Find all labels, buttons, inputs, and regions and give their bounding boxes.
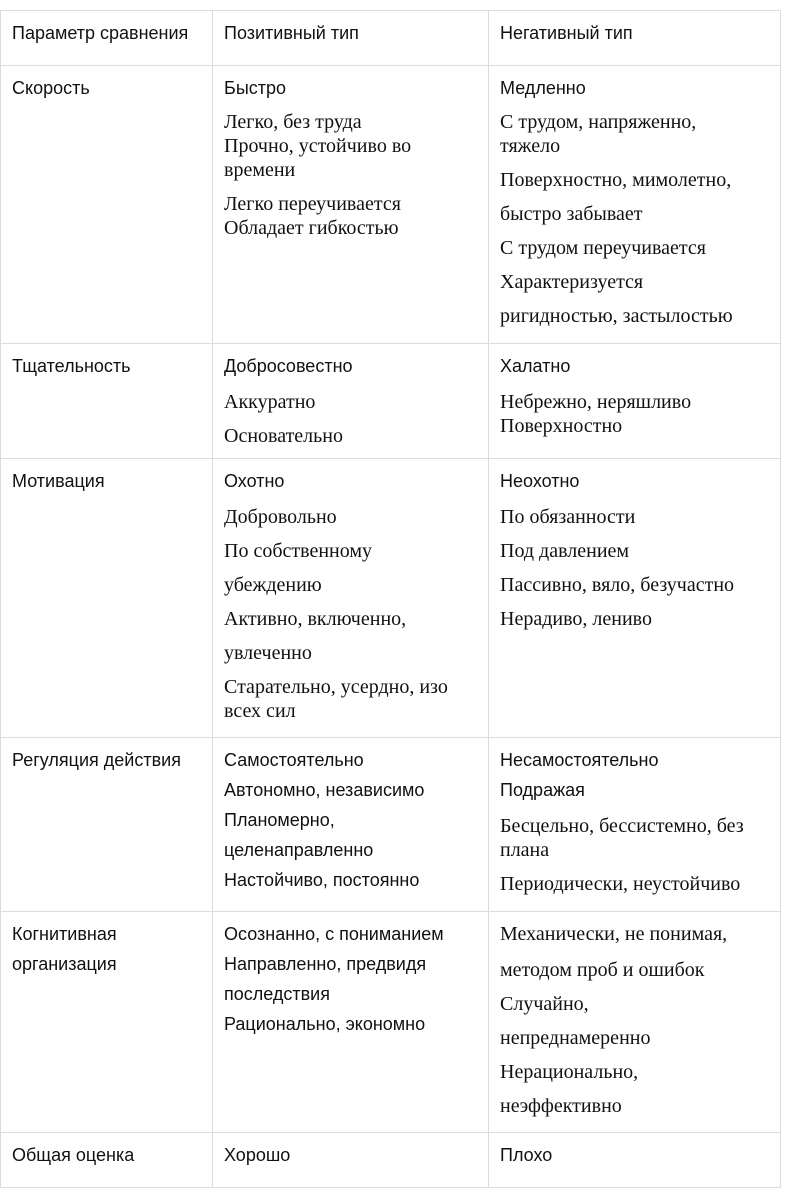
cell-line: Поверхностно [500,415,623,437]
cell-line: Быстро [224,78,287,98]
cell-line: Периодически, неустойчиво [500,873,741,895]
param-label: Когнитивная [12,924,117,944]
comparison-table [0,10,781,1188]
header-cell-positive [213,11,489,66]
cell-line: Планомерно, [224,810,335,830]
param-cell [1,1133,213,1188]
cell-line: Халатно [500,356,571,376]
cell-line: Небрежно, неряшливо [500,391,692,413]
cell-line: последствия [224,984,330,1004]
cell-line: Прочно, устойчиво во [224,135,412,157]
cell-line: Направленно, предвидя [224,954,427,974]
cell-line: Неохотно [500,471,580,491]
cell-line: Добровольно [224,506,337,528]
param-label: Тщательность [12,356,131,376]
cell-line: Основательно [224,425,343,447]
cell-line: Поверхностно, мимолетно, [500,169,732,191]
table-header-row [1,11,781,66]
negative-cell [489,912,781,1133]
cell-line: С трудом переучивается [500,237,706,259]
positive-cell [213,912,489,1133]
table-row [1,344,781,459]
positive-cell [213,344,489,459]
cell-line: Осознанно, с пониманием [224,924,444,944]
cell-line: неэффективно [500,1095,622,1117]
cell-line: Механически, не понимая, [500,923,728,945]
cell-line: быстро забывает [500,203,643,225]
negative-cell [489,459,781,738]
cell-line: методом проб и ошибок [500,959,705,981]
param-label: Общая оценка [12,1145,135,1165]
cell-line: Несамостоятельно [500,750,659,770]
table-row [1,738,781,912]
cell-line: Подражая [500,780,585,800]
cell-line: Медленно [500,78,586,98]
cell-line: По собственному [224,540,372,562]
cell-line: Под давлением [500,540,630,562]
table-row [1,912,781,1133]
cell-line: Бесцельно, бессистемно, без [500,815,744,837]
param-cell [1,459,213,738]
cell-line: Автономно, независимо [224,780,425,800]
cell-line: Легко, без труда [224,111,362,133]
cell-line: убеждению [224,574,322,596]
positive-cell [213,1133,489,1188]
cell-line: непреднамеренно [500,1027,651,1049]
cell-line: плана [500,839,550,861]
param-cell [1,912,213,1133]
cell-line: Нерационально, [500,1061,639,1083]
param-cell [1,344,213,459]
negative-cell [489,1133,781,1188]
cell-line: тяжело [500,135,561,157]
cell-line: Плохо [500,1145,553,1165]
header-cell-parameter [1,11,213,66]
cell-line: Старательно, усердно, изо [224,676,448,698]
cell-line: С трудом, напряженно, [500,111,697,133]
param-label: Скорость [12,78,90,98]
cell-line: Хорошо [224,1145,291,1165]
header-cell-negative [489,11,781,66]
cell-line: Аккуратно [224,391,316,413]
header-label: Позитивный тип [224,23,359,43]
cell-line: Охотно [224,471,285,491]
negative-cell [489,66,781,344]
cell-line: Активно, включенно, [224,608,407,630]
cell-line: целенаправленно [224,840,374,860]
cell-line: времени [224,159,296,181]
cell-line: Самостоятельно [224,750,364,770]
header-label: Параметр сравнения [12,23,189,43]
cell-line: Рационально, экономно [224,1014,426,1034]
param-cell [1,66,213,344]
positive-cell [213,459,489,738]
cell-line: Характеризуется [500,271,644,293]
cell-line: Добросовестно [224,356,353,376]
cell-line: увлеченно [224,642,312,664]
header-label: Негативный тип [500,23,633,43]
cell-line: Пассивно, вяло, безучастно [500,574,735,596]
param-label: организация [12,954,117,974]
positive-cell [213,66,489,344]
positive-cell [213,738,489,912]
cell-line: Настойчиво, постоянно [224,870,420,890]
param-label: Регуляция действия [12,750,181,770]
cell-line: ригидностью, застылостью [500,305,733,327]
cell-line: По обязанности [500,506,636,528]
table-row [1,1133,781,1188]
table-row [1,459,781,738]
cell-line: Нерадиво, лениво [500,608,652,630]
cell-line: Обладает гибкостью [224,217,399,239]
cell-line: всех сил [224,700,296,722]
param-label: Мотивация [12,471,105,491]
table-row [1,66,781,344]
param-cell [1,738,213,912]
cell-line: Случайно, [500,993,589,1015]
cell-line: Легко переучивается [224,193,401,215]
negative-cell [489,738,781,912]
negative-cell [489,344,781,459]
